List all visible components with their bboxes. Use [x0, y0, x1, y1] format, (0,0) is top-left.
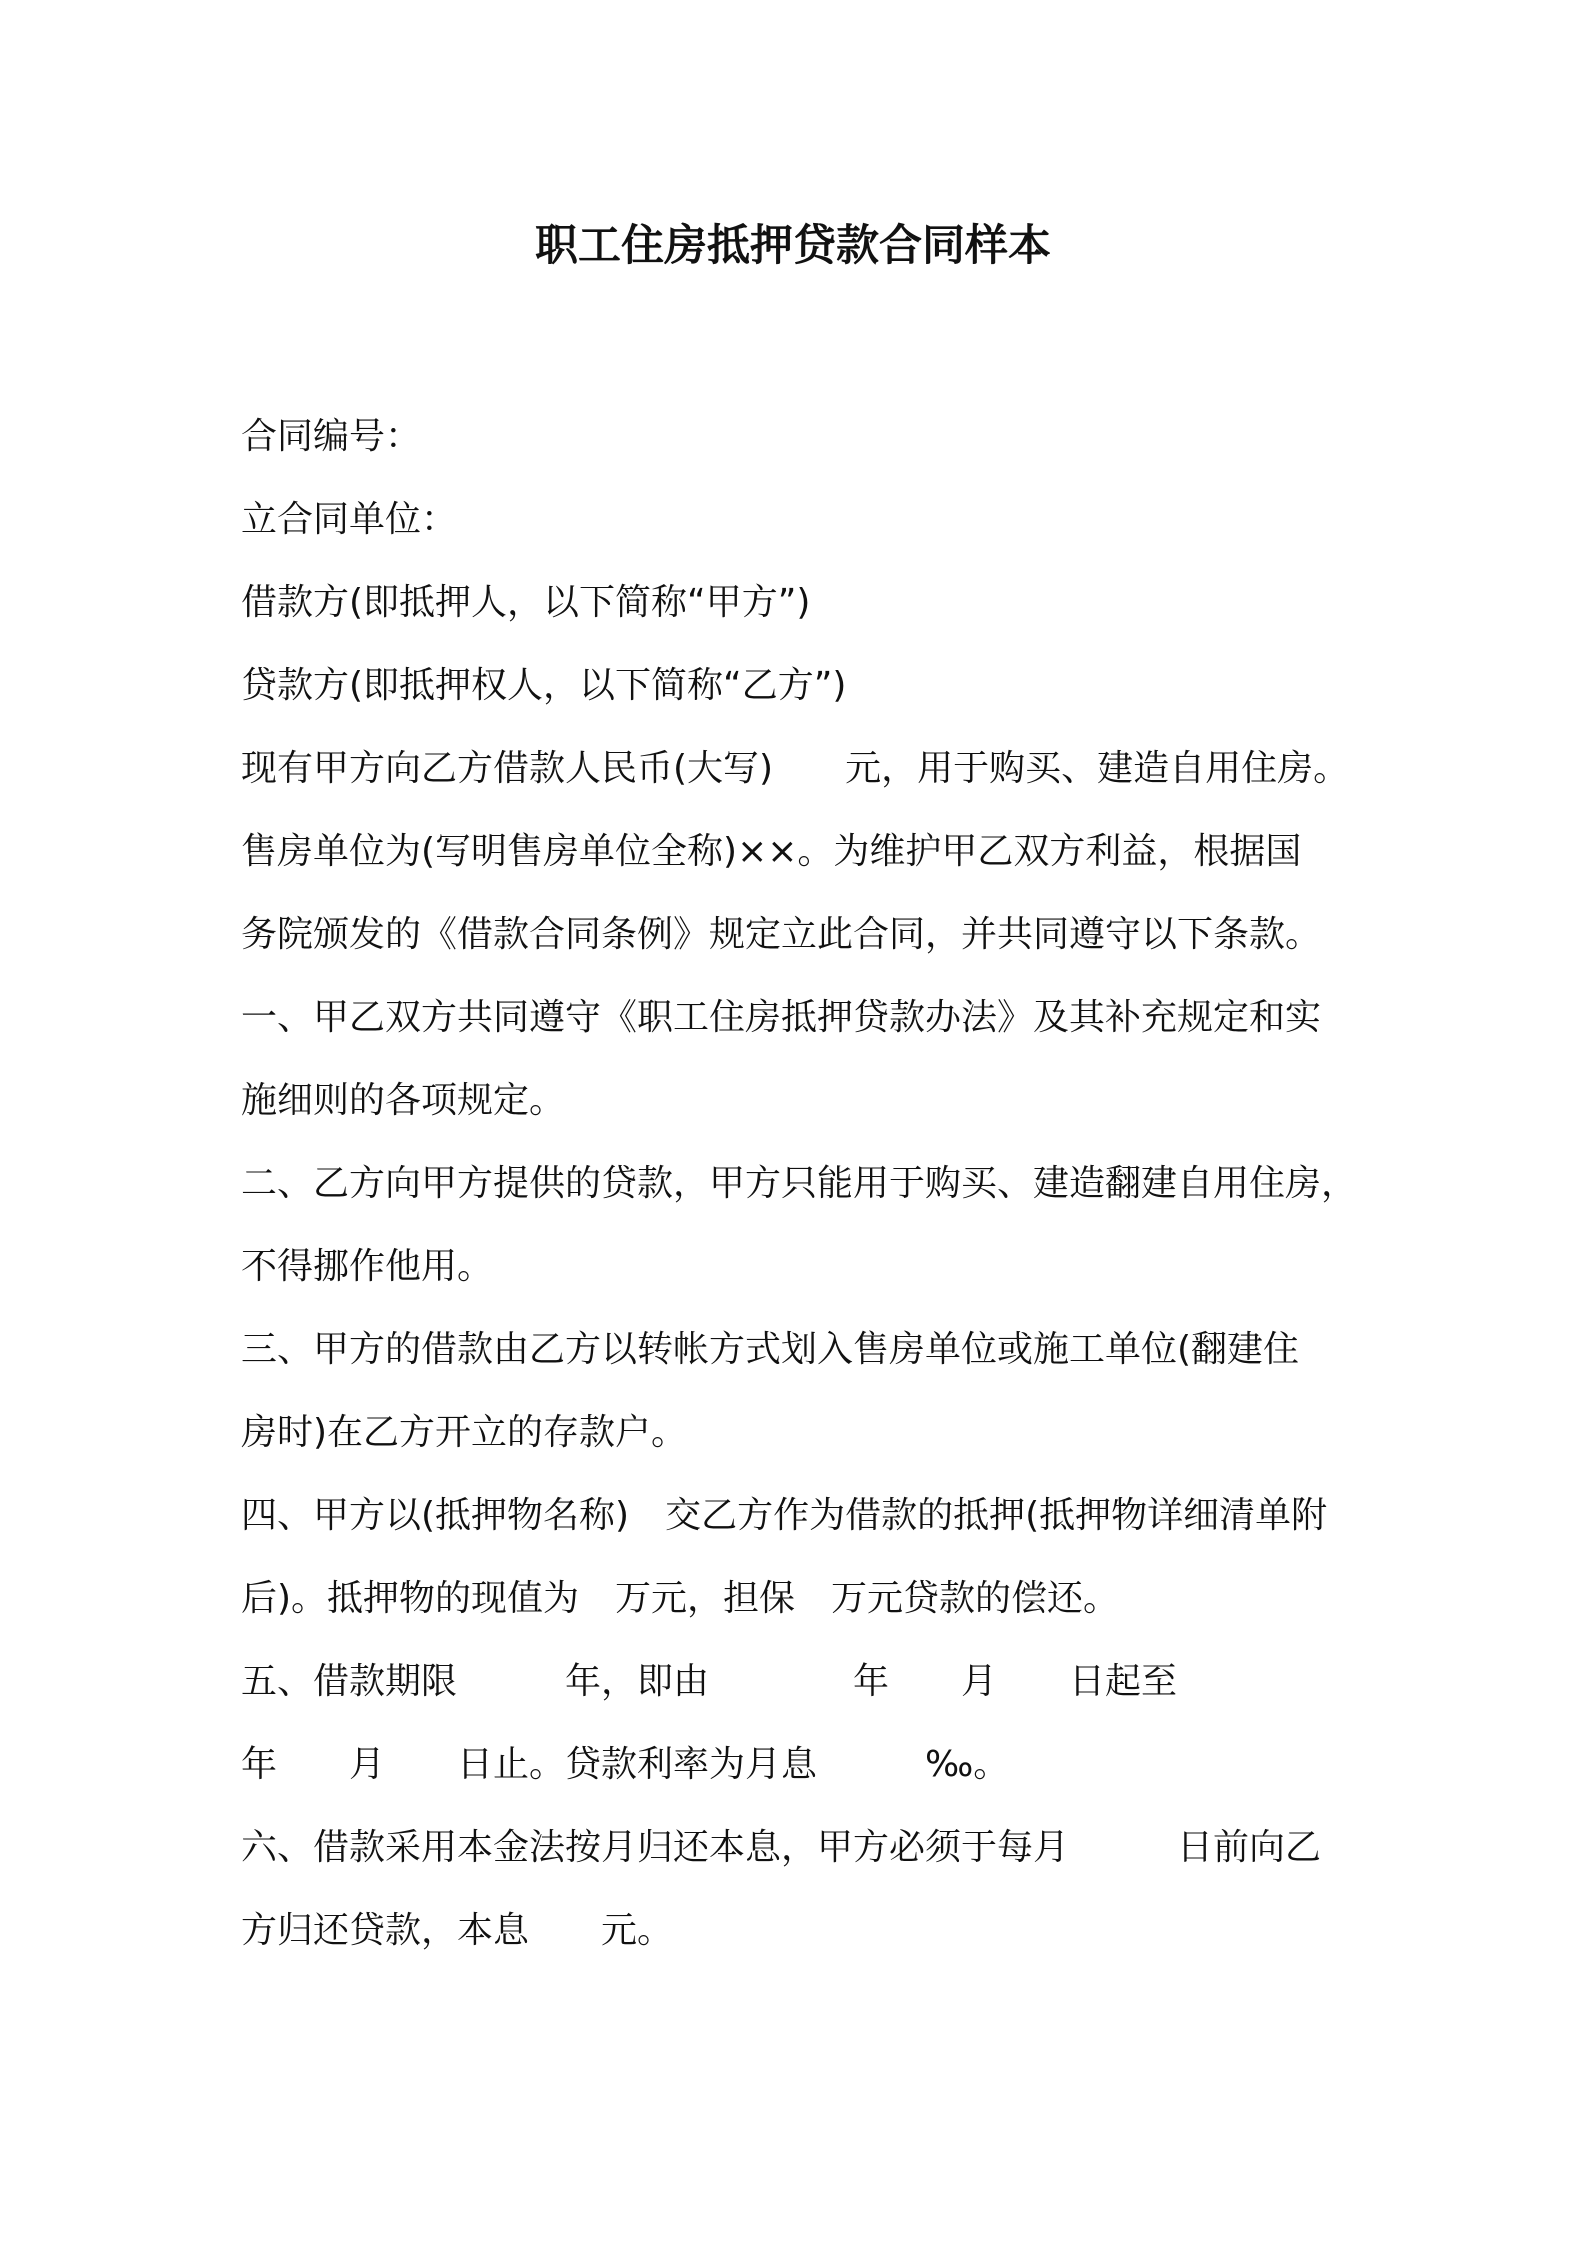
clause-5-line: 五、借款期限 年，即由 年 月 日起至 — [241, 1661, 1178, 1702]
clause-2-line: 不得挪作他用。 — [241, 1246, 494, 1287]
paragraph-line: 务院颁发的《借款合同条例》规定立此合同，并共同遵守以下条款。 — [241, 914, 1322, 955]
clause-6-line: 方归还贷款，本息 元。 — [241, 1910, 674, 1951]
borrower-line: 借款方(即抵押人，以下简称“甲方”) — [241, 582, 811, 623]
paragraph-line: 现有甲方向乙方借款人民币(大写) 元，用于购买、建造自用住房。 — [241, 748, 1350, 789]
clause-4-line: 后)。抵押物的现值为 万元，担保 万元贷款的偿还。 — [241, 1578, 1120, 1619]
paragraph-line: 售房单位为(写明售房单位全称)××。为维护甲乙双方利益，根据国 — [241, 831, 1302, 872]
clause-1-line: 一、甲乙双方共同遵守《职工住房抵押贷款办法》及其补充规定和实 — [241, 997, 1322, 1038]
clause-3-line: 三、甲方的借款由乙方以转帐方式划入售房单位或施工单位(翻建住 — [241, 1329, 1300, 1370]
lender-line: 贷款方(即抵押权人，以下简称“乙方”) — [241, 665, 847, 706]
document-title: 职工住房抵押贷款合同样本 — [535, 221, 1051, 271]
contract-number-line: 合同编号： — [241, 416, 422, 457]
contract-parties-line: 立合同单位： — [241, 499, 458, 540]
clause-1-line: 施细则的各项规定。 — [241, 1080, 566, 1121]
clause-3-line: 房时)在乙方开立的存款户。 — [241, 1412, 688, 1453]
clause-4-line: 四、甲方以(抵押物名称) 交乙方作为借款的抵押(抵押物详细清单附 — [241, 1495, 1328, 1536]
clause-5-line: 年 月 日止。贷款利率为月息 ‰。 — [241, 1744, 1010, 1785]
clause-6-line: 六、借款采用本金法按月归还本息，甲方必须于每月 日前向乙 — [241, 1827, 1322, 1868]
clause-2-line: 二、乙方向甲方提供的贷款，甲方只能用于购买、建造翻建自用住房， — [241, 1163, 1358, 1204]
